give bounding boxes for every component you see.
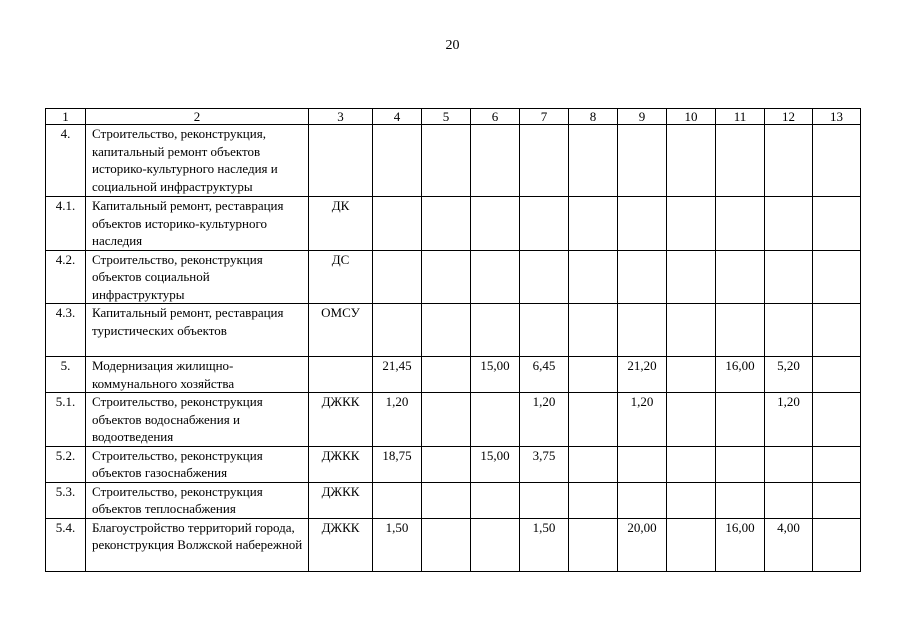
value-cell-col-8: [569, 482, 618, 518]
value-cell-col-5: [422, 357, 471, 393]
column-header-8: 8: [569, 109, 618, 125]
value-cell-col-7: [520, 482, 569, 518]
table-row: [46, 357, 861, 393]
column-header-11: 11: [716, 109, 765, 125]
column-header-6: 6: [471, 109, 520, 125]
value-cell-col-12: 4,00: [765, 518, 813, 571]
row-name: Благоустройство территорий города, реконструкция Волжской набережной: [86, 518, 309, 571]
value-cell-col-10: [667, 357, 716, 393]
value-cell-col-8: [569, 357, 618, 393]
value-cell-col-4: 18,75: [373, 446, 422, 482]
row-executor: ДК: [309, 197, 373, 251]
value-cell-col-4: [373, 482, 422, 518]
value-cell-col-7: [520, 304, 569, 357]
value-cell-col-12: [765, 125, 813, 197]
row-executor: [309, 357, 373, 393]
row-name: Строительство, реконструкция объектов социальной инфраструктуры: [86, 250, 309, 304]
value-cell-col-5: [422, 250, 471, 304]
row-number: 5.2.: [46, 446, 86, 482]
value-cell-col-6: [471, 125, 520, 197]
value-cell-col-5: [422, 446, 471, 482]
value-cell-col-13: [813, 304, 861, 357]
column-header-4: 4: [373, 109, 422, 125]
table-row: [46, 250, 861, 304]
column-header-13: 13: [813, 109, 861, 125]
row-name: Капитальный ремонт, реставрация туристических объектов: [86, 304, 309, 357]
value-cell-col-13: [813, 197, 861, 251]
value-cell-col-6: [471, 482, 520, 518]
table-row: [46, 304, 861, 357]
value-cell-col-6: 15,00: [471, 446, 520, 482]
value-cell-col-11: [716, 125, 765, 197]
value-cell-col-6: [471, 304, 520, 357]
value-cell-col-10: [667, 250, 716, 304]
value-cell-col-8: [569, 197, 618, 251]
value-cell-col-13: [813, 518, 861, 571]
value-cell-col-12: [765, 250, 813, 304]
value-cell-col-10: [667, 393, 716, 447]
value-cell-col-5: [422, 518, 471, 571]
value-cell-col-9: 1,20: [618, 393, 667, 447]
value-cell-col-12: [765, 446, 813, 482]
value-cell-col-8: [569, 518, 618, 571]
row-executor: ОМСУ: [309, 304, 373, 357]
value-cell-col-10: [667, 518, 716, 571]
value-cell-col-10: [667, 125, 716, 197]
column-header-1: 1: [46, 109, 86, 125]
value-cell-col-11: [716, 393, 765, 447]
value-cell-col-6: 15,00: [471, 357, 520, 393]
column-header-5: 5: [422, 109, 471, 125]
value-cell-col-12: 1,20: [765, 393, 813, 447]
value-cell-col-4: [373, 304, 422, 357]
value-cell-col-12: 5,20: [765, 357, 813, 393]
value-cell-col-6: [471, 250, 520, 304]
value-cell-col-4: [373, 250, 422, 304]
header-row: [46, 109, 861, 125]
value-cell-col-8: [569, 393, 618, 447]
value-cell-col-13: [813, 357, 861, 393]
value-cell-col-5: [422, 125, 471, 197]
value-cell-col-9: [618, 482, 667, 518]
value-cell-col-11: [716, 482, 765, 518]
value-cell-col-5: [422, 304, 471, 357]
row-executor: ДЖКК: [309, 393, 373, 447]
row-executor: [309, 125, 373, 197]
value-cell-col-7: [520, 197, 569, 251]
value-cell-col-9: 20,00: [618, 518, 667, 571]
row-name: Капитальный ремонт, реставрация объектов историко-культурного наследия: [86, 197, 309, 251]
row-executor: ДЖКК: [309, 482, 373, 518]
value-cell-col-12: [765, 482, 813, 518]
value-cell-col-8: [569, 125, 618, 197]
column-header-9: 9: [618, 109, 667, 125]
value-cell-col-7: [520, 250, 569, 304]
row-name: Строительство, реконструкция объектов газоснабжения: [86, 446, 309, 482]
value-cell-col-9: [618, 446, 667, 482]
row-executor: ДЖКК: [309, 518, 373, 571]
value-cell-col-7: 1,50: [520, 518, 569, 571]
row-number: 5.3.: [46, 482, 86, 518]
value-cell-col-12: [765, 197, 813, 251]
value-cell-col-7: 1,20: [520, 393, 569, 447]
value-cell-col-10: [667, 197, 716, 251]
value-cell-col-6: [471, 518, 520, 571]
value-cell-col-5: [422, 482, 471, 518]
value-cell-col-13: [813, 482, 861, 518]
value-cell-col-4: 21,45: [373, 357, 422, 393]
data-table: [45, 108, 861, 572]
value-cell-col-13: [813, 393, 861, 447]
value-cell-col-12: [765, 304, 813, 357]
value-cell-col-4: [373, 125, 422, 197]
page-number: 20: [445, 38, 460, 53]
row-number: 4.1.: [46, 197, 86, 251]
row-executor: ДЖКК: [309, 446, 373, 482]
row-number: 4.: [46, 125, 86, 197]
value-cell-col-11: [716, 197, 765, 251]
value-cell-col-8: [569, 446, 618, 482]
value-cell-col-4: [373, 197, 422, 251]
value-cell-col-6: [471, 197, 520, 251]
row-executor: ДС: [309, 250, 373, 304]
column-header-3: 3: [309, 109, 373, 125]
table-row: [46, 197, 861, 251]
value-cell-col-11: [716, 304, 765, 357]
column-header-12: 12: [765, 109, 813, 125]
value-cell-col-5: [422, 393, 471, 447]
row-name: Строительство, реконструкция, капитальный ремонт объектов историко-культурного наследия и социальной инфраструктуры: [86, 125, 309, 197]
row-name: Модернизация жилищно-коммунального хозяйства: [86, 357, 309, 393]
value-cell-col-13: [813, 125, 861, 197]
value-cell-col-11: [716, 250, 765, 304]
row-name: Строительство, реконструкция объектов водоснабжения и водоотведения: [86, 393, 309, 447]
row-number: 5.4.: [46, 518, 86, 571]
value-cell-col-7: [520, 125, 569, 197]
value-cell-col-5: [422, 197, 471, 251]
value-cell-col-9: 21,20: [618, 357, 667, 393]
value-cell-col-10: [667, 446, 716, 482]
table-row: [46, 393, 861, 447]
row-number: 4.3.: [46, 304, 86, 357]
value-cell-col-10: [667, 304, 716, 357]
value-cell-col-7: 6,45: [520, 357, 569, 393]
value-cell-col-11: 16,00: [716, 357, 765, 393]
column-header-10: 10: [667, 109, 716, 125]
table-row: [46, 446, 861, 482]
table-row: [46, 482, 861, 518]
value-cell-col-4: 1,50: [373, 518, 422, 571]
value-cell-col-9: [618, 250, 667, 304]
value-cell-col-11: [716, 446, 765, 482]
table-row: [46, 125, 861, 197]
row-name: Строительство, реконструкция объектов теплоснабжения: [86, 482, 309, 518]
value-cell-col-8: [569, 304, 618, 357]
value-cell-col-13: [813, 250, 861, 304]
value-cell-col-11: 16,00: [716, 518, 765, 571]
column-header-7: 7: [520, 109, 569, 125]
value-cell-col-6: [471, 393, 520, 447]
value-cell-col-9: [618, 304, 667, 357]
value-cell-col-10: [667, 482, 716, 518]
column-header-2: 2: [86, 109, 309, 125]
value-cell-col-4: 1,20: [373, 393, 422, 447]
value-cell-col-7: 3,75: [520, 446, 569, 482]
row-number: 5.: [46, 357, 86, 393]
table-row: [46, 518, 861, 571]
value-cell-col-9: [618, 197, 667, 251]
value-cell-col-8: [569, 250, 618, 304]
value-cell-col-9: [618, 125, 667, 197]
value-cell-col-13: [813, 446, 861, 482]
row-number: 5.1.: [46, 393, 86, 447]
row-number: 4.2.: [46, 250, 86, 304]
